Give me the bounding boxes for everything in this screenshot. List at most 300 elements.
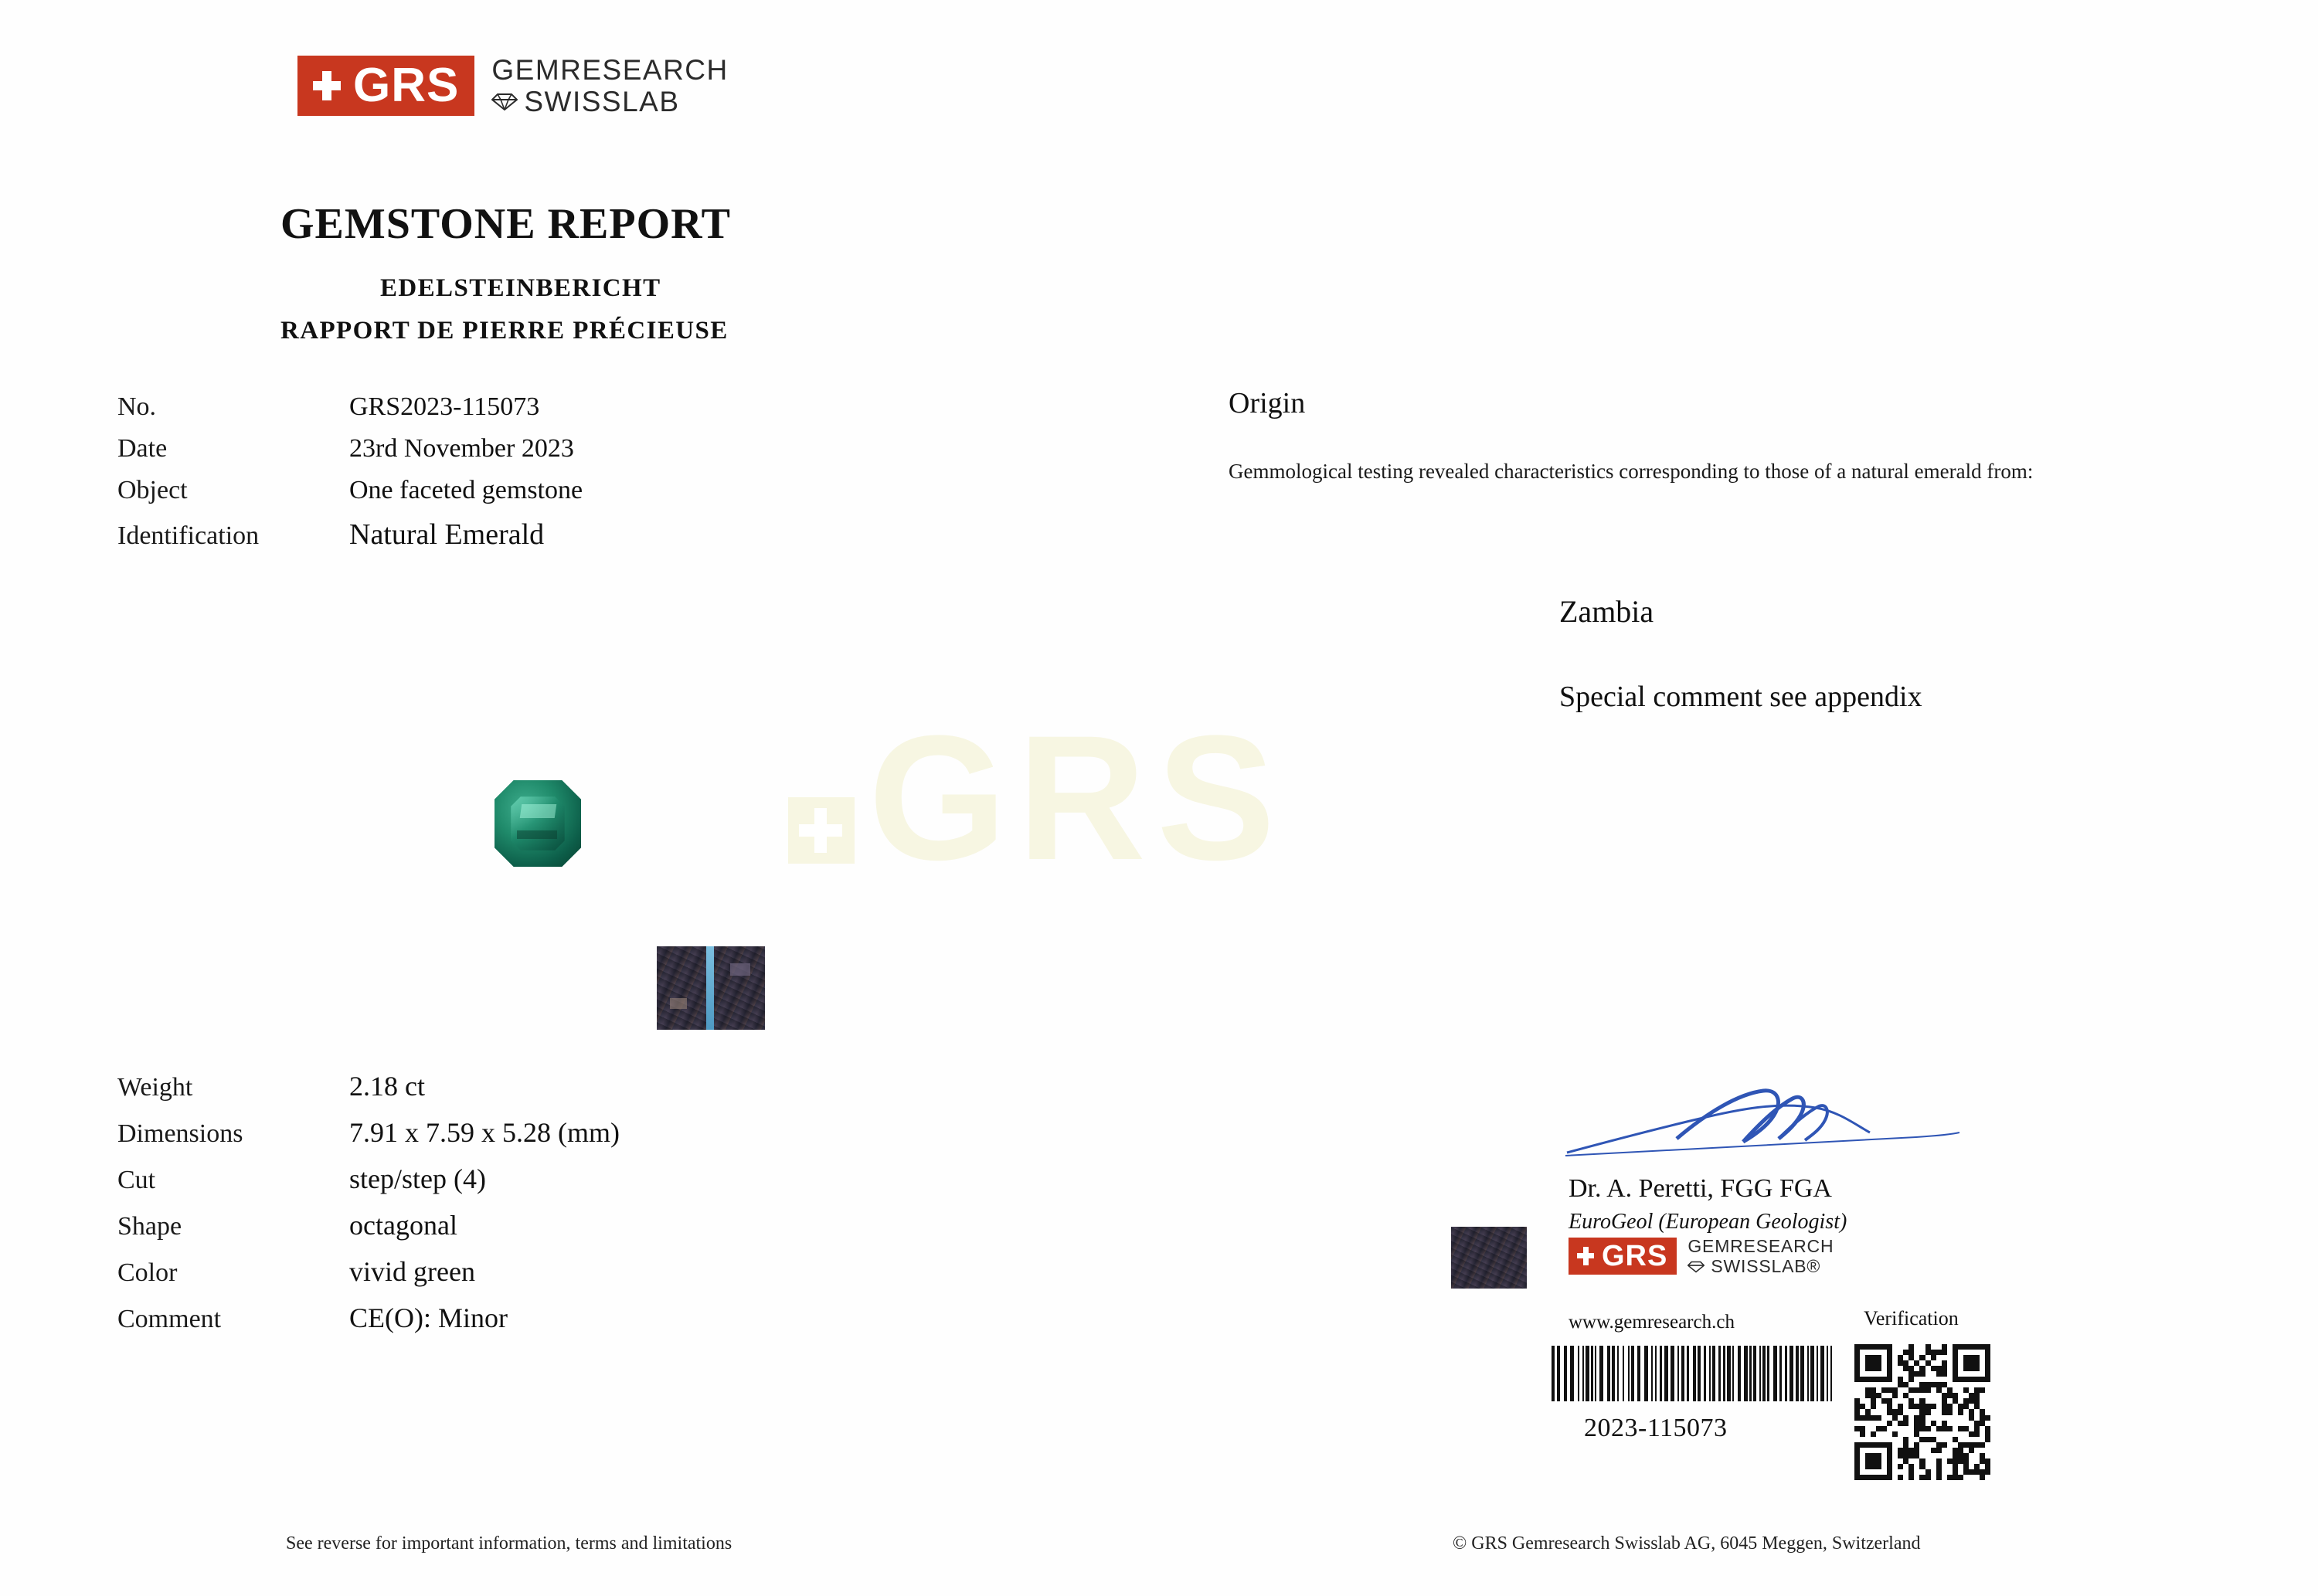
qr-module xyxy=(1908,1371,1914,1377)
qr-module xyxy=(1908,1366,1914,1371)
qr-module xyxy=(1947,1475,1953,1480)
grs-logo-subtitle xyxy=(491,54,728,118)
qr-module xyxy=(1969,1415,1974,1421)
qr-module xyxy=(1881,1426,1887,1431)
qr-module xyxy=(1953,1350,1958,1355)
qr-module xyxy=(1947,1409,1953,1414)
qr-module xyxy=(1898,1360,1903,1366)
field-label: Identification xyxy=(117,521,260,550)
qr-module xyxy=(1854,1404,1860,1409)
qr-module xyxy=(1919,1464,1925,1469)
watermark-flag-icon xyxy=(788,797,855,864)
qr-module xyxy=(1881,1387,1887,1393)
qr-module xyxy=(1953,1464,1958,1469)
qr-module xyxy=(1969,1431,1974,1437)
qr-module xyxy=(1953,1469,1958,1475)
qr-module xyxy=(1953,1458,1958,1464)
qr-module xyxy=(1931,1437,1936,1442)
qr-module xyxy=(1980,1469,1985,1475)
field-value: 23rd November 2023 xyxy=(349,434,574,463)
qr-module xyxy=(1871,1431,1876,1437)
qr-module xyxy=(1887,1398,1892,1404)
qr-module xyxy=(1898,1464,1903,1469)
qr-module xyxy=(1953,1453,1958,1458)
qr-module xyxy=(1903,1360,1908,1366)
qr-module xyxy=(1881,1442,1887,1448)
qr-module xyxy=(1903,1442,1908,1448)
qr-module xyxy=(1925,1382,1931,1387)
qr-module xyxy=(1865,1387,1871,1393)
qr-module xyxy=(1985,1431,1990,1437)
field-label: Comment xyxy=(117,1305,222,1333)
qr-module xyxy=(1887,1475,1892,1480)
qr-module xyxy=(1887,1421,1892,1426)
qr-module xyxy=(1980,1442,1985,1448)
qr-module xyxy=(1936,1382,1942,1387)
qr-module xyxy=(1985,1464,1990,1469)
qr-module xyxy=(1925,1387,1931,1393)
qr-module xyxy=(1871,1387,1876,1393)
qr-module xyxy=(1980,1475,1985,1480)
qr-module xyxy=(1871,1398,1876,1404)
qr-module xyxy=(1931,1350,1936,1355)
qr-module xyxy=(1898,1377,1903,1382)
qr-module xyxy=(1958,1453,1963,1458)
qr-module xyxy=(1871,1355,1876,1360)
qr-module xyxy=(1985,1366,1990,1371)
qr-module xyxy=(1980,1387,1985,1393)
barcode-number: 2023-115073 xyxy=(1584,1414,1728,1442)
qr-module xyxy=(1980,1344,1985,1350)
qr-module xyxy=(1963,1426,1969,1431)
diamond-icon xyxy=(1688,1261,1705,1273)
qr-module xyxy=(1969,1442,1974,1448)
qr-module xyxy=(1903,1437,1908,1442)
verification-label: Verification xyxy=(1864,1307,1959,1329)
qr-module xyxy=(1887,1371,1892,1377)
qr-module xyxy=(1985,1426,1990,1431)
qr-module xyxy=(1865,1344,1871,1350)
qr-module xyxy=(1974,1431,1980,1437)
qr-module xyxy=(1963,1377,1969,1382)
seal-microphoto xyxy=(1451,1227,1527,1289)
qr-module xyxy=(1871,1344,1876,1350)
qr-module xyxy=(1854,1458,1860,1464)
qr-module xyxy=(1953,1393,1958,1398)
qr-module xyxy=(1969,1377,1974,1382)
qr-module xyxy=(1942,1442,1947,1448)
qr-module xyxy=(1980,1453,1985,1458)
grs-footer-logo-mark xyxy=(1569,1238,1677,1275)
qr-module xyxy=(1936,1458,1942,1464)
qr-module xyxy=(1876,1458,1881,1464)
qr-module xyxy=(1953,1366,1958,1371)
qr-module xyxy=(1881,1344,1887,1350)
qr-module xyxy=(1919,1409,1925,1414)
qr-module xyxy=(1969,1393,1974,1398)
qr-module xyxy=(1936,1426,1942,1431)
qr-module xyxy=(1963,1464,1969,1469)
qr-module xyxy=(1958,1404,1963,1409)
field-row xyxy=(117,392,813,422)
qr-module xyxy=(1876,1464,1881,1469)
qr-module xyxy=(1887,1344,1892,1350)
qr-module xyxy=(1919,1404,1925,1409)
qr-module xyxy=(1963,1366,1969,1371)
qr-module xyxy=(1860,1404,1865,1409)
qr-module xyxy=(1985,1360,1990,1366)
qr-module xyxy=(1914,1415,1919,1421)
qr-module xyxy=(1865,1475,1871,1480)
table-row xyxy=(117,1163,890,1195)
qr-module xyxy=(1931,1404,1936,1409)
watermark-text: GRS xyxy=(868,698,1286,897)
qr-module xyxy=(1942,1344,1947,1350)
qr-module xyxy=(1903,1382,1908,1387)
qr-module xyxy=(1919,1437,1925,1442)
qr-module xyxy=(1865,1377,1871,1382)
qr-module xyxy=(1953,1475,1958,1480)
qr-module xyxy=(1919,1426,1925,1431)
qr-module xyxy=(1980,1415,1985,1421)
qr-module xyxy=(1947,1393,1953,1398)
qr-module xyxy=(1919,1415,1925,1421)
qr-module xyxy=(1887,1350,1892,1355)
qr-module xyxy=(1865,1464,1871,1469)
grs-logo-word: GRS xyxy=(353,59,460,113)
identification-fields xyxy=(117,392,813,564)
qr-module xyxy=(1947,1426,1953,1431)
qr-module xyxy=(1919,1387,1925,1393)
field-value: GRS2023-115073 xyxy=(349,392,540,421)
qr-module xyxy=(1936,1350,1942,1355)
qr-module xyxy=(1903,1458,1908,1464)
qr-module xyxy=(1865,1415,1871,1421)
qr-module xyxy=(1898,1409,1903,1414)
field-row xyxy=(117,476,813,505)
qr-module xyxy=(1871,1404,1876,1409)
qr-module xyxy=(1919,1458,1925,1464)
qr-module xyxy=(1887,1453,1892,1458)
qr-module xyxy=(1931,1366,1936,1371)
qr-module xyxy=(1919,1421,1925,1426)
qr-module xyxy=(1914,1360,1919,1366)
grs-watermark xyxy=(788,695,1286,900)
signatory-role: EuroGeol (European Geologist) xyxy=(1569,1210,1847,1234)
qr-module xyxy=(1985,1469,1990,1475)
field-value: octagonal xyxy=(349,1210,457,1241)
field-label: Dimensions xyxy=(117,1119,243,1148)
qr-module xyxy=(1919,1475,1925,1480)
qr-module xyxy=(1958,1458,1963,1464)
qr-module xyxy=(1871,1393,1876,1398)
swiss-cross-icon xyxy=(1575,1245,1596,1267)
qr-module xyxy=(1914,1404,1919,1409)
qr-module xyxy=(1925,1344,1931,1350)
qr-module xyxy=(1854,1355,1860,1360)
qr-module xyxy=(1936,1366,1942,1371)
qr-module xyxy=(1887,1464,1892,1469)
qr-module xyxy=(1942,1393,1947,1398)
qr-module xyxy=(1974,1404,1980,1409)
qr-code[interactable] xyxy=(1854,1344,1990,1480)
qr-module xyxy=(1963,1469,1969,1475)
table-row xyxy=(117,1070,890,1102)
website-url[interactable]: www.gemresearch.ch xyxy=(1569,1312,1735,1333)
qr-module xyxy=(1860,1344,1865,1350)
qr-module xyxy=(1974,1360,1980,1366)
qr-module xyxy=(1854,1360,1860,1366)
qr-module xyxy=(1942,1382,1947,1387)
field-label: Color xyxy=(117,1258,178,1287)
qr-module xyxy=(1980,1377,1985,1382)
qr-module xyxy=(1963,1404,1969,1409)
qr-module xyxy=(1919,1366,1925,1371)
qr-module xyxy=(1980,1458,1985,1464)
qr-module xyxy=(1958,1475,1963,1480)
qr-module xyxy=(1854,1442,1860,1448)
qr-module xyxy=(1887,1404,1892,1409)
qr-module xyxy=(1854,1371,1860,1377)
qr-module xyxy=(1974,1344,1980,1350)
qr-module xyxy=(1974,1421,1980,1426)
field-label: Shape xyxy=(117,1212,182,1241)
signature-image xyxy=(1561,1082,1963,1166)
qr-module xyxy=(1898,1404,1903,1409)
qr-module xyxy=(1876,1377,1881,1382)
qr-module xyxy=(1854,1377,1860,1382)
qr-module xyxy=(1860,1377,1865,1382)
qr-module xyxy=(1865,1355,1871,1360)
field-value: vivid green xyxy=(349,1256,475,1287)
grs-logo-line2: SWISSLAB xyxy=(524,86,680,118)
qr-module xyxy=(1942,1350,1947,1355)
qr-module xyxy=(1958,1377,1963,1382)
page-title-french: RAPPORT DE PIERRE PRÉCIEUSE xyxy=(280,317,729,345)
qr-module xyxy=(1908,1464,1914,1469)
qr-module xyxy=(1887,1360,1892,1366)
qr-module xyxy=(1919,1382,1925,1387)
qr-module xyxy=(1865,1393,1871,1398)
grs-footer-logo-word: GRS xyxy=(1602,1240,1668,1273)
qr-module xyxy=(1887,1458,1892,1464)
gemstone-shadow-facet xyxy=(517,830,557,839)
qr-module xyxy=(1871,1360,1876,1366)
qr-module xyxy=(1985,1371,1990,1377)
qr-module xyxy=(1953,1377,1958,1382)
field-value: 7.91 x 7.59 x 5.28 (mm) xyxy=(349,1117,620,1148)
qr-module xyxy=(1871,1377,1876,1382)
qr-module xyxy=(1908,1404,1914,1409)
qr-module xyxy=(1963,1442,1969,1448)
qr-module xyxy=(1854,1426,1860,1431)
qr-module xyxy=(1914,1371,1919,1377)
qr-module xyxy=(1914,1448,1919,1453)
qr-module xyxy=(1936,1464,1942,1469)
page-title: GEMSTONE REPORT xyxy=(280,200,731,248)
qr-module xyxy=(1908,1387,1914,1393)
qr-module xyxy=(1903,1350,1908,1355)
qr-module xyxy=(1942,1409,1947,1414)
qr-module xyxy=(1963,1387,1969,1393)
qr-module xyxy=(1914,1426,1919,1431)
qr-module xyxy=(1958,1448,1963,1453)
qr-module xyxy=(1903,1366,1908,1371)
field-label: Date xyxy=(117,434,168,463)
qr-module xyxy=(1914,1442,1919,1448)
qr-module xyxy=(1953,1355,1958,1360)
qr-module xyxy=(1881,1475,1887,1480)
qr-module xyxy=(1887,1448,1892,1453)
qr-module xyxy=(1942,1371,1947,1377)
qr-module xyxy=(1854,1398,1860,1404)
qr-module xyxy=(1974,1464,1980,1469)
field-value: 2.18 ct xyxy=(349,1071,425,1102)
qr-module xyxy=(1881,1377,1887,1382)
qr-module xyxy=(1985,1437,1990,1442)
qr-module xyxy=(1887,1409,1892,1414)
qr-module xyxy=(1860,1415,1865,1421)
qr-module xyxy=(1963,1344,1969,1350)
grs-footer-logo-subtitle xyxy=(1688,1236,1834,1277)
qr-module xyxy=(1914,1421,1919,1426)
field-row xyxy=(117,518,813,552)
field-value: CE(O): Minor xyxy=(349,1302,508,1333)
qr-module xyxy=(1876,1475,1881,1480)
qr-module xyxy=(1881,1398,1887,1404)
qr-module xyxy=(1925,1426,1931,1431)
qr-module xyxy=(1925,1437,1931,1442)
qr-module xyxy=(1854,1469,1860,1475)
qr-module xyxy=(1925,1404,1931,1409)
qr-module xyxy=(1903,1453,1908,1458)
qr-module xyxy=(1865,1458,1871,1464)
qr-module xyxy=(1908,1448,1914,1453)
page-title-german: EDELSTEINBERICHT xyxy=(380,274,661,302)
field-row xyxy=(117,434,813,464)
qr-module xyxy=(1898,1453,1903,1458)
qr-module xyxy=(1953,1371,1958,1377)
qr-module xyxy=(1974,1387,1980,1393)
qr-module xyxy=(1908,1377,1914,1382)
qr-module xyxy=(1871,1475,1876,1480)
qr-module xyxy=(1963,1360,1969,1366)
origin-note: Gemmological testing revealed characteristics corresponding to those of a natural emerald from: xyxy=(1229,460,2034,483)
origin-heading: Origin xyxy=(1229,387,1306,419)
qr-module xyxy=(1969,1344,1974,1350)
qr-module xyxy=(1865,1360,1871,1366)
qr-module xyxy=(1898,1475,1903,1480)
qr-module xyxy=(1854,1415,1860,1421)
qr-module xyxy=(1865,1409,1871,1414)
field-label: Object xyxy=(117,476,188,504)
qr-module xyxy=(1969,1360,1974,1366)
qr-module xyxy=(1969,1398,1974,1404)
qr-module xyxy=(1963,1458,1969,1464)
qr-module xyxy=(1953,1448,1958,1453)
field-value: One faceted gemstone xyxy=(349,476,583,504)
qr-module xyxy=(1914,1431,1919,1437)
qr-module xyxy=(1985,1344,1990,1350)
inclusion-speck xyxy=(730,963,750,976)
barcode xyxy=(1552,1346,1836,1401)
qr-module xyxy=(1985,1415,1990,1421)
qr-module xyxy=(1963,1398,1969,1404)
qr-module xyxy=(1854,1453,1860,1458)
qr-module xyxy=(1898,1421,1903,1426)
qr-module xyxy=(1908,1355,1914,1360)
qr-module xyxy=(1942,1426,1947,1431)
qr-module xyxy=(1947,1404,1953,1409)
qr-module xyxy=(1919,1355,1925,1360)
qr-module xyxy=(1892,1387,1898,1393)
qr-module xyxy=(1969,1469,1974,1475)
qr-module xyxy=(1860,1475,1865,1480)
qr-module xyxy=(1860,1442,1865,1448)
qr-module xyxy=(1919,1371,1925,1377)
qr-module xyxy=(1942,1421,1947,1426)
qr-module xyxy=(1958,1409,1963,1414)
field-label: Cut xyxy=(117,1166,156,1194)
qr-module xyxy=(1974,1377,1980,1382)
qr-module xyxy=(1876,1442,1881,1448)
qr-module xyxy=(1887,1469,1892,1475)
qr-module xyxy=(1908,1475,1914,1480)
qr-module xyxy=(1925,1409,1931,1414)
barcode-gap xyxy=(1832,1346,1836,1401)
qr-module xyxy=(1925,1475,1931,1480)
qr-module xyxy=(1898,1355,1903,1360)
inclusion-streak xyxy=(706,946,714,1030)
qr-module xyxy=(1958,1442,1963,1448)
qr-module xyxy=(1871,1415,1876,1421)
qr-module xyxy=(1876,1355,1881,1360)
qr-module xyxy=(1887,1377,1892,1382)
qr-module xyxy=(1914,1453,1919,1458)
qr-module xyxy=(1854,1475,1860,1480)
qr-module xyxy=(1985,1377,1990,1382)
qr-module xyxy=(1876,1393,1881,1398)
qr-module xyxy=(1942,1404,1947,1409)
field-value: Natural Emerald xyxy=(349,518,545,551)
qr-module xyxy=(1985,1458,1990,1464)
qr-module xyxy=(1865,1453,1871,1458)
qr-module xyxy=(1871,1458,1876,1464)
qr-module xyxy=(1903,1421,1908,1426)
inclusion-speck xyxy=(670,998,687,1009)
qr-module xyxy=(1925,1350,1931,1355)
qr-module xyxy=(1876,1360,1881,1366)
signatory-name: Dr. A. Peretti, FGG FGA xyxy=(1569,1174,1832,1203)
qr-module xyxy=(1931,1421,1936,1426)
qr-module xyxy=(1942,1398,1947,1404)
qr-module xyxy=(1876,1344,1881,1350)
qr-module xyxy=(1980,1421,1985,1426)
qr-module xyxy=(1958,1426,1963,1431)
grs-logo-line1: GEMRESEARCH xyxy=(491,54,729,86)
qr-module xyxy=(1876,1426,1881,1431)
inclusion-microphoto xyxy=(657,946,765,1030)
qr-module xyxy=(1942,1366,1947,1371)
qr-module xyxy=(1947,1387,1953,1393)
qr-module xyxy=(1925,1469,1931,1475)
qr-module xyxy=(1903,1393,1908,1398)
qr-module xyxy=(1958,1344,1963,1350)
qr-module xyxy=(1969,1409,1974,1414)
qr-module xyxy=(1963,1355,1969,1360)
qr-module xyxy=(1985,1355,1990,1360)
grs-logo-mark xyxy=(297,56,474,116)
